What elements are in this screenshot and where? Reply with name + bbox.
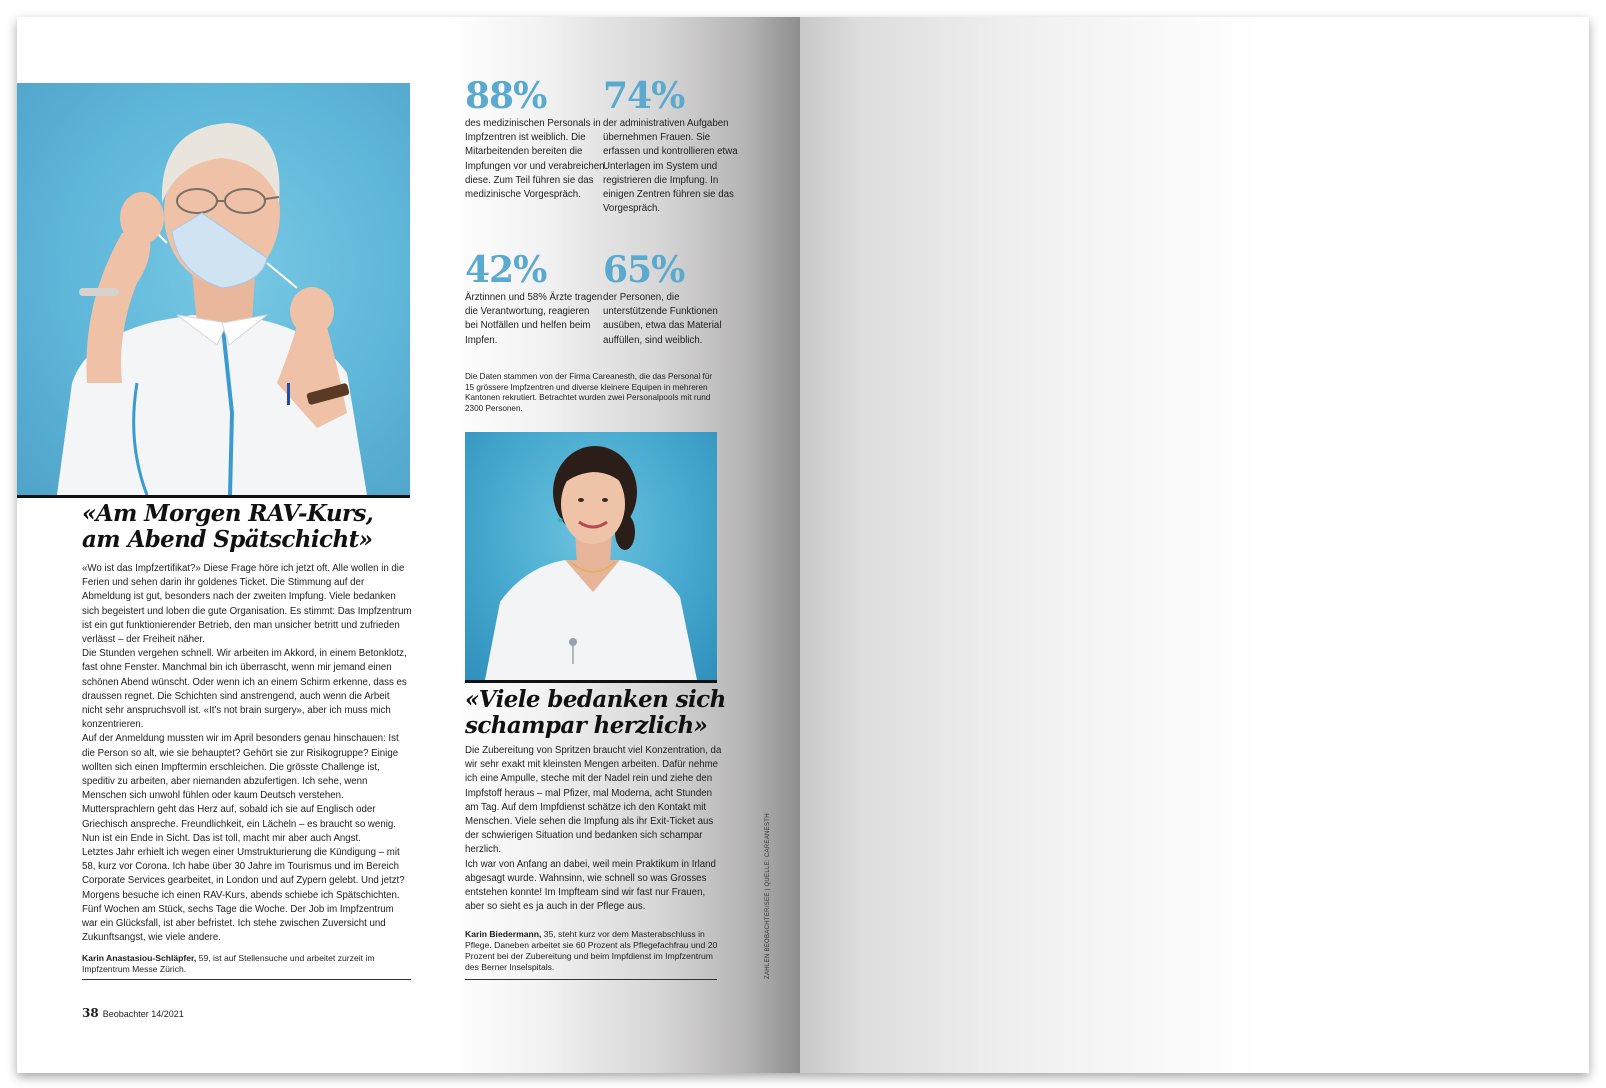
page-number: 38 xyxy=(82,1006,99,1020)
article2-bottom-rule xyxy=(465,979,717,980)
article2-heading xyxy=(465,687,727,739)
stat-text: des medizinischen Personals in Impfzentren ist weiblich. Die Mitarbeitenden bereiten die Impfungen vor und verabreichen diese. Zum Teil führen sie das medizinische Vorgespräch. xyxy=(465,118,605,201)
article1-caption-text: 59, ist auf Stellensuche und arbeitet zurzeit im Impfzentrum Messe Zürich. xyxy=(82,953,375,974)
data-source-note: Die Daten stammen von der Firma Careanesth, die das Personal für 15 grössere Impfzentren und diverse kleinere Equipen in mehreren Kantonen rekrutiert. Betrachtet wurden zwei Personalpools mit rund 2300 Personen. xyxy=(465,372,713,413)
publication-issue: Beobachter 14/2021 xyxy=(102,1009,184,1019)
article2-caption-text: 35, steht kurz vor dem Masterabschluss in Pflege. Daneben arbeitet sie 60 Prozent als Pflegefachfrau und 20 Prozent bei der Zubereitung und beim Impfdienst im Impfzentrum des Berner Inselspitals. xyxy=(465,929,718,972)
magazine-spread xyxy=(17,17,1589,1073)
article1-paragraph: Auf der Anmeldung mussten wir im April besonders genau hinschauen: Ist die Person so alt, wie sie behauptet? Gehört sie zur Risikogruppe? Einige wollten sich einen Impftermin erschleichen. Die grösste Challenge ist, speditiv zu arbeiten, aber niemanden abzufertigen. Ich sehe, wenn Menschen sich unwohl fühlen oder kaum Deutsch verstehen. Muttersprachlern geht das Herz auf, sobald ich sie auf Englisch oder Griechisch anspreche. Freundlichkeit, ein Lächeln – es braucht so wenig. Nun ist ein Ende in Sicht. Das ist toll, macht mir aber auch Angst. xyxy=(82,733,399,844)
article2-heading-line2: schampar herzlich» xyxy=(465,712,708,739)
article2-heading-line1: «Viele bedanken sich xyxy=(465,686,726,713)
article1-body xyxy=(82,562,412,945)
portrait-illustration xyxy=(17,83,410,495)
left-page xyxy=(17,17,800,1073)
right-page-blank xyxy=(800,17,1589,1073)
article1-heading-line2: am Abend Spätschicht» xyxy=(82,526,373,553)
stat-block xyxy=(465,251,605,348)
article1-paragraph: Letztes Jahr erhielt ich wegen einer Umstrukturierung die Kündigung – mit 58, kurz vor Corona. Ich habe über 30 Jahre im Tourismus und im Bereich Corporate Services gearbeitet, in London und auf Zypern gelebt. Und jetzt? Morgens besuche ich einen RAV-Kurs, abends schiebe ich Spätschichten. Fünf Wochen am Stück, sechs Tage die Woche. Der Job im Impfzentrum war ein Glücksfall, ist aber befristet. Ich stehe zwischen Zuversicht und Zukunftsangst, wie viele andere. xyxy=(82,847,405,944)
article1-bottom-rule xyxy=(82,979,411,980)
portrait-illustration xyxy=(465,432,717,680)
stat-value: 88% xyxy=(465,75,547,117)
stat-block xyxy=(465,77,605,202)
article2-body xyxy=(465,744,725,914)
article1-paragraph: Die Stunden vergehen schnell. Wir arbeiten im Akkord, in einem Betonklotz, fast ohne Fenster. Manchmal bin ich überrascht, wenn mir jemand einen schönen Abend wünscht. Oder wenn ich an einem Schirm erkenne, dass es draussen regnet. Die Schichten sind anstrengend, auch wenn die Arbeit nicht sehr anspruchsvoll ist. «It's not brain surgery», aber ich muss mich konzentrieren. xyxy=(82,648,407,731)
stat-text: Ärztinnen und 58% Ärzte tragen die Verantwortung, reagieren bei Notfällen und helfen beim Impfen. xyxy=(465,292,603,346)
article2-paragraph: Ich war von Anfang an dabei, weil mein Praktikum in Irland abgesagt wurde. Wahnsinn, wie schnell so was Grosses entstehen konnte! Im Impfteam sind wir fast nur Frauen, aber so sieht es ja auch in der Pflege aus. xyxy=(465,858,716,913)
portrait-photo-karin-biedermann xyxy=(465,432,717,680)
stat-text: der administrativen Aufgaben übernehmen Frauen. Sie erfassen und kontrollieren etwa Unterlagen im System und registrieren die Impfung. In einigen Zentren führen sie das Vorgespräch. xyxy=(603,118,738,215)
stat-block xyxy=(603,251,743,348)
photo-underline xyxy=(17,495,410,498)
article2-paragraph: Die Zubereitung von Spritzen braucht viel Konzentration, da wir sehr exakt mit kleinsten Mengen arbeiten. Dafür nehme ich eine Ampulle, steche mit der Nadel rein und ziehe den Impfstoff heraus – mal Pfizer, mal Moderna, acht Stunden am Tag. Auf dem Impfdienst schätze ich den Kontakt mit Menschen. Viele sehen die Impfung als ihr Exit-Ticket aus der schwierigen Situation und bedanken sich schampar herzlich. xyxy=(465,745,722,856)
article1-heading xyxy=(82,501,412,553)
portrait-photo-karin-anastasiou xyxy=(17,83,410,495)
article2-caption xyxy=(465,929,725,973)
article1-caption xyxy=(82,953,412,975)
stat-value: 65% xyxy=(603,249,685,291)
article1-heading-line1: «Am Morgen RAV-Kurs, xyxy=(82,500,374,527)
photo-underline xyxy=(465,680,717,683)
stat-value: 42% xyxy=(465,249,547,291)
stat-block xyxy=(603,77,743,216)
article1-caption-name: Karin Anastasiou-Schläpfer, xyxy=(82,953,197,963)
page-folio xyxy=(82,1006,184,1020)
stat-value: 74% xyxy=(603,75,685,117)
stats-source-credit: ZAHLEN BEOBACHTER/SEE | QUELLE: CAREANESTH xyxy=(765,813,771,979)
article2-caption-name: Karin Biedermann, xyxy=(465,929,542,939)
article1-paragraph: «Wo ist das Impfzertifikat?» Diese Frage höre ich jetzt oft. Alle wollen in die Ferien und sehen darin ihr goldenes Ticket. Die Stimmung auf der Abmeldung ist gut, besonders nach der zweiten Impfung. Viele bedanken sich begeistert und loben die gute Organisation. Es stimmt: Das Impfzentrum ist ein gut funktionierender Betrieb, den man unsicher betritt und zufrieden verlässt – der Freiheit näher. xyxy=(82,563,412,646)
stat-text: der Personen, die unterstützende Funktionen ausüben, etwa das Material auffüllen, sind weiblich. xyxy=(603,292,722,346)
